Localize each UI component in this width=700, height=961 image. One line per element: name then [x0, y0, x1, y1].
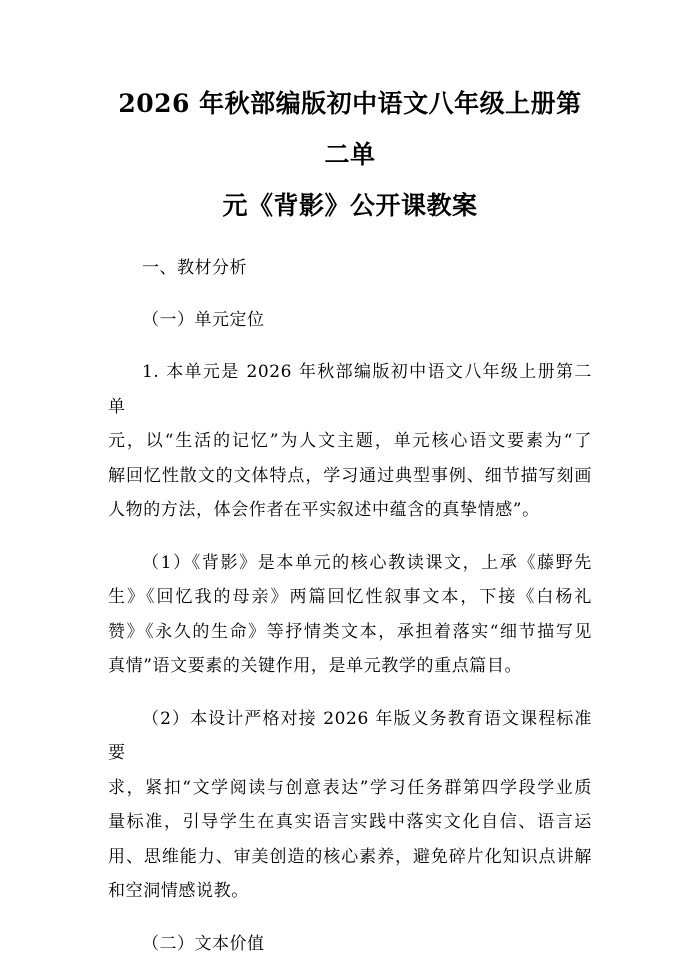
paragraph-line: 解回忆性散文的文体特点，学习通过典型事例、细节描写刻画	[108, 465, 592, 486]
paragraph-unit-overview	[108, 355, 592, 528]
paragraph-line: 1. 本单元是 2026 年秋部编版初中语文八年级上册第二单	[108, 362, 592, 417]
paragraph-line: 人物的方法，体会作者在平实叙述中蕴含的真挚情感”。	[108, 500, 540, 520]
paragraph-line: 用、思维能力、审美创造的核心素养，避免碎片化知识点讲解	[108, 846, 592, 867]
subsection-heading-unit-positioning: （一）单元定位	[142, 310, 265, 330]
document-title	[108, 78, 592, 231]
subsection-heading-text-value: （二）文本价值	[142, 933, 265, 954]
paragraph-line: （2）本设计严格对接 2026 年版义务教育语文课程标准要	[108, 708, 592, 763]
paragraph-line: 和空洞情感说教。	[108, 881, 249, 901]
paragraph-line: （1）《背影》是本单元的核心教读课文，上承《藤野先	[142, 552, 592, 573]
title-line-1: 2026 年秋部编版初中语文八年级上册第二单	[118, 89, 582, 169]
paragraph-line: 求，紧扣“文学阅读与创意表达”学习任务群第四学段学业质	[108, 777, 592, 798]
title-line-2: 元《背影》公开课教案	[222, 191, 478, 220]
paragraph-curriculum-standard	[108, 702, 592, 909]
paragraph-line: 量标准，引导学生在真实语言实践中落实文化自信、语言运	[108, 812, 592, 832]
paragraph-core-text-role	[108, 546, 592, 684]
paragraph-line: 生》《回忆我的母亲》两篇回忆性叙事文本，下接《白杨礼	[108, 587, 592, 607]
paragraph-line: 真情”语文要素的关键作用，是单元教学的重点篇目。	[108, 656, 523, 676]
section-heading-textbook-analysis: 一、教材分析	[142, 258, 247, 278]
paragraph-line: 元，以“生活的记忆”为人文主题，单元核心语文要素为“了	[108, 431, 592, 451]
paragraph-line: 赞》《永久的生命》等抒情类文本，承担着落实“细节描写见	[108, 621, 592, 642]
